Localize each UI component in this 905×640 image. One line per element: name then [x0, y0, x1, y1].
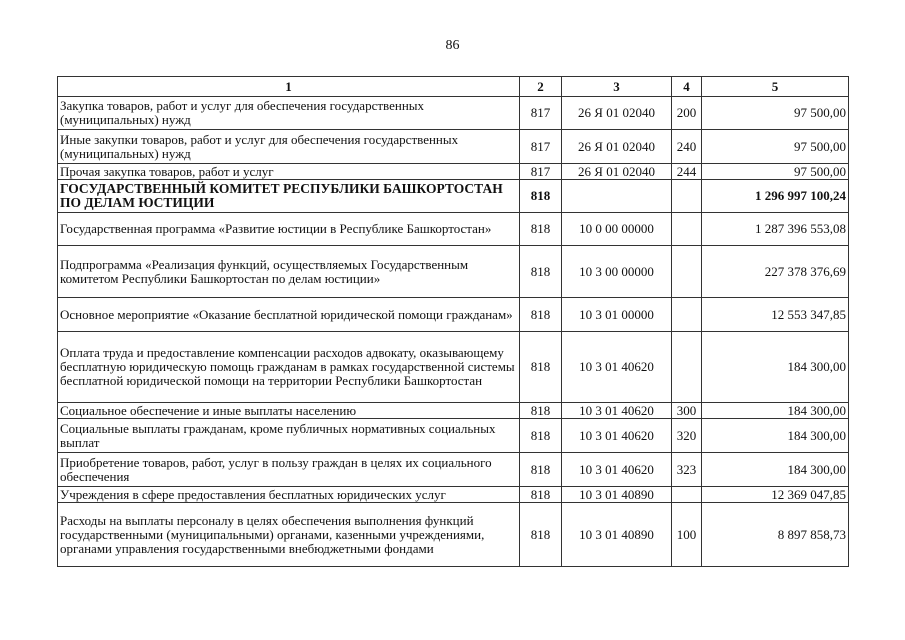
table-row — [58, 298, 849, 332]
row-department-code-cell: 818 — [520, 246, 562, 298]
row-name-cell: Закупка товаров, работ и услуг для обеспечения государственных (муниципальных) нужд — [58, 97, 520, 130]
row-target-article-cell: 10 3 01 00000 — [562, 298, 672, 332]
table-row — [58, 403, 849, 419]
row-target-article-cell: 10 3 01 40890 — [562, 487, 672, 503]
row-department-code-cell: 817 — [520, 97, 562, 130]
table-row — [58, 97, 849, 130]
page-number: 86 — [445, 38, 460, 53]
row-name-cell: Прочая закупка товаров, работ и услуг — [58, 164, 520, 180]
column-header-expense-type: 4 — [672, 77, 702, 97]
row-amount-cell: 12 553 347,85 — [702, 298, 849, 332]
row-amount-cell: 184 300,00 — [702, 403, 849, 419]
row-expense-type-cell: 320 — [672, 419, 702, 453]
row-name-cell: Оплата труда и предоставление компенсации расходов адвокату, оказывающему бесплатную юридическую помощь гражданам в рамках государственной системы бесплатной юридической помощи на территории Республики Башкортостан — [58, 332, 520, 403]
row-target-article-cell: 10 0 00 00000 — [562, 213, 672, 246]
row-amount-cell: 12 369 047,85 — [702, 487, 849, 503]
table-row — [58, 246, 849, 298]
column-header-amount: 5 — [702, 77, 849, 97]
table-body — [58, 97, 849, 567]
row-department-code-cell: 818 — [520, 487, 562, 503]
row-target-article-cell: 26 Я 01 02040 — [562, 164, 672, 180]
row-name-cell: Социальное обеспечение и иные выплаты населению — [58, 403, 520, 419]
row-target-article-cell: 10 3 01 40620 — [562, 419, 672, 453]
row-expense-type-cell: 323 — [672, 453, 702, 487]
row-name-cell: Социальные выплаты гражданам, кроме публичных нормативных социальных выплат — [58, 419, 520, 453]
row-department-code-cell: 818 — [520, 298, 562, 332]
row-expense-type-cell — [672, 487, 702, 503]
row-amount-cell: 1 296 997 100,24 — [702, 180, 849, 213]
row-name-cell: Иные закупки товаров, работ и услуг для обеспечения государственных (муниципальных) нужд — [58, 130, 520, 164]
row-department-code-cell: 818 — [520, 419, 562, 453]
row-amount-cell: 184 300,00 — [702, 453, 849, 487]
row-expense-type-cell: 300 — [672, 403, 702, 419]
row-amount-cell: 97 500,00 — [702, 97, 849, 130]
row-department-code-cell: 818 — [520, 453, 562, 487]
table-row — [58, 164, 849, 180]
budget-table — [57, 76, 849, 567]
row-amount-cell: 1 287 396 553,08 — [702, 213, 849, 246]
row-name-cell: Учреждения в сфере предоставления бесплатных юридических услуг — [58, 487, 520, 503]
row-name-cell: Приобретение товаров, работ, услуг в пользу граждан в целях их социального обеспечения — [58, 453, 520, 487]
column-header-department: 2 — [520, 77, 562, 97]
row-department-code-cell: 817 — [520, 164, 562, 180]
row-expense-type-cell — [672, 332, 702, 403]
row-expense-type-cell — [672, 213, 702, 246]
row-target-article-cell: 26 Я 01 02040 — [562, 130, 672, 164]
row-expense-type-cell: 200 — [672, 97, 702, 130]
row-amount-cell: 97 500,00 — [702, 130, 849, 164]
row-amount-cell: 97 500,00 — [702, 164, 849, 180]
row-target-article-cell: 10 3 01 40890 — [562, 503, 672, 567]
table-row — [58, 503, 849, 567]
row-department-code-cell: 818 — [520, 180, 562, 213]
row-name-cell: Расходы на выплаты персоналу в целях обеспечения выполнения функций государственными (муниципальными) органами, казенными учреждениями, органами управления государственными внебюджетными фондами — [58, 503, 520, 567]
row-department-code-cell: 817 — [520, 130, 562, 164]
table-row — [58, 487, 849, 503]
row-target-article-cell: 10 3 01 40620 — [562, 453, 672, 487]
row-name-cell: Государственная программа «Развитие юстиции в Республике Башкортостан» — [58, 213, 520, 246]
table-row — [58, 332, 849, 403]
row-amount-cell: 184 300,00 — [702, 419, 849, 453]
row-expense-type-cell — [672, 180, 702, 213]
row-name-cell: Основное мероприятие «Оказание бесплатной юридической помощи гражданам» — [58, 298, 520, 332]
row-expense-type-cell — [672, 246, 702, 298]
table-row — [58, 213, 849, 246]
row-expense-type-cell: 240 — [672, 130, 702, 164]
row-department-code-cell: 818 — [520, 213, 562, 246]
row-expense-type-cell — [672, 298, 702, 332]
row-target-article-cell: 10 3 01 40620 — [562, 332, 672, 403]
row-name-cell: ГОСУДАРСТВЕННЫЙ КОМИТЕТ РЕСПУБЛИКИ БАШКОРТОСТАН ПО ДЕЛАМ ЮСТИЦИИ — [58, 180, 520, 213]
row-department-code-cell: 818 — [520, 503, 562, 567]
row-amount-cell: 227 378 376,69 — [702, 246, 849, 298]
row-target-article-cell — [562, 180, 672, 213]
row-expense-type-cell: 244 — [672, 164, 702, 180]
row-name-cell: Подпрограмма «Реализация функций, осуществляемых Государственным комитетом Республики Башкортостан по делам юстиции» — [58, 246, 520, 298]
row-department-code-cell: 818 — [520, 332, 562, 403]
table-row — [58, 130, 849, 164]
row-target-article-cell: 26 Я 01 02040 — [562, 97, 672, 130]
table-row — [58, 419, 849, 453]
row-target-article-cell: 10 3 01 40620 — [562, 403, 672, 419]
row-expense-type-cell: 100 — [672, 503, 702, 567]
row-amount-cell: 8 897 858,73 — [702, 503, 849, 567]
row-target-article-cell: 10 3 00 00000 — [562, 246, 672, 298]
table-header-row — [58, 77, 849, 97]
table-row — [58, 180, 849, 213]
column-header-name: 1 — [58, 77, 520, 97]
column-header-target-article: 3 — [562, 77, 672, 97]
table-row — [58, 453, 849, 487]
row-department-code-cell: 818 — [520, 403, 562, 419]
row-amount-cell: 184 300,00 — [702, 332, 849, 403]
